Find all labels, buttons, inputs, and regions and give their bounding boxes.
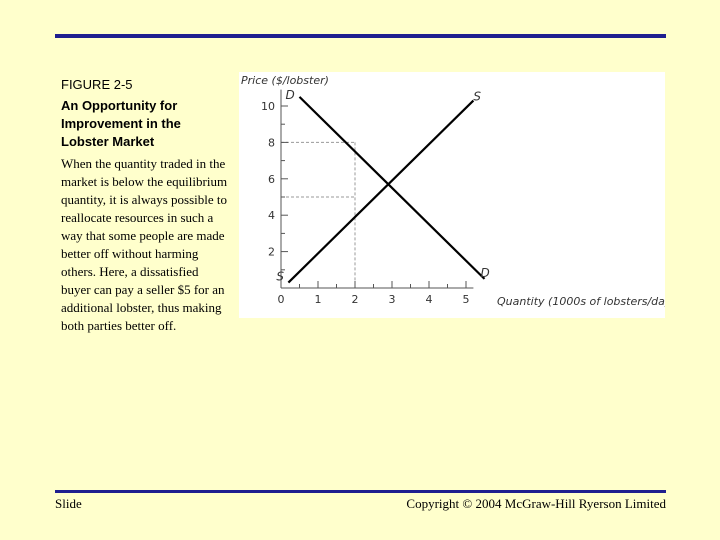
footer-slide-label: Slide [55,496,82,511]
demand-label-end: D [480,265,490,280]
y-tick-label: 2 [268,245,275,259]
figure-title: An Opportunity for Improvement in the Lobster Market [61,98,181,149]
y-tick-label: 4 [268,209,275,223]
supply-curve [288,101,473,283]
y-tick-label: 8 [268,136,275,150]
x-tick-label: 3 [388,293,396,306]
demand-curve [300,97,485,279]
y-tick-label: 6 [268,172,275,186]
chart-panel [239,72,665,318]
x-tick-label: 4 [425,293,433,306]
footer-copyright: Copyright © 2004 McGraw-Hill Ryerson Limited [406,496,666,511]
y-axis-title: Price ($/lobster) [241,74,329,87]
supply-demand-chart [239,72,665,318]
top-rule [55,34,666,38]
supply-label-start: S [276,269,285,284]
figure-caption: When the quantity traded in the market is below the equilibrium quantity, it is always possible to reallocate resources in such a way that some people are made better off without harming others. Here, a dissatisfied buyer can pay a seller $5 for an additional lobster, thus making both parties better off. [61,156,228,333]
bottom-rule [55,490,666,493]
x-tick-label: 5 [462,293,470,306]
x-axis-title: Quantity (1000s of lobsters/day) [497,295,665,308]
x-tick-label: 1 [314,293,322,306]
y-tick-label: 10 [261,100,275,113]
x-tick-label: 2 [351,293,359,306]
demand-label-start: D [285,87,295,102]
supply-label-end: S [473,89,482,104]
x-tick-label: 0 [277,293,285,306]
figure-label: FIGURE 2-5 [61,77,133,92]
